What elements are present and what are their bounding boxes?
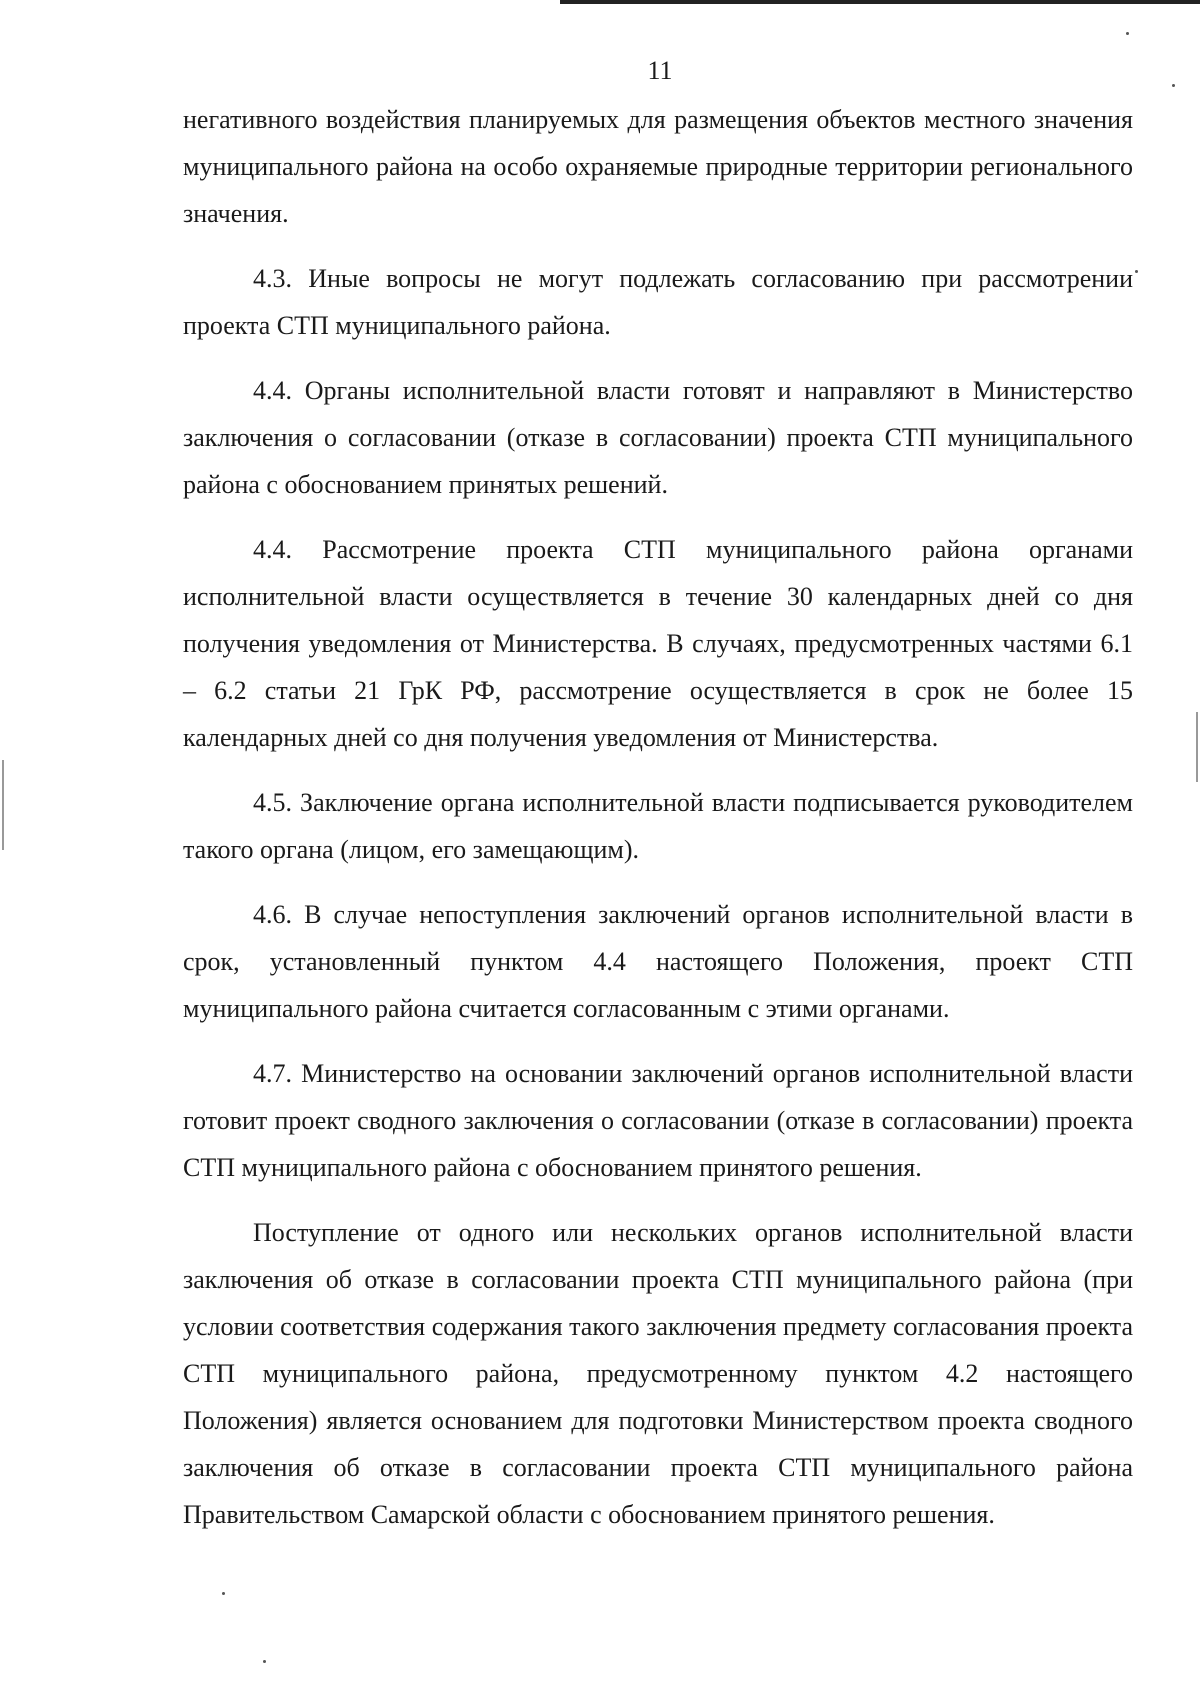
- scan-speck: [1135, 270, 1138, 273]
- scan-edge-mark: [1196, 712, 1198, 782]
- scan-speck: [222, 1592, 225, 1595]
- paragraph-4-6: 4.6. В случае непоступления заключений органов исполнительной власти в срок, установленный пунктом 4.4 настоящего Положения, проект СТП муниципального района считается согласованным с этими органами.: [183, 900, 1133, 1023]
- paragraph-4-4-a: 4.4. Органы исполнительной власти готовят и направляют в Министерство заключения о согласовании (отказе в согласовании) проекта СТП муниципального района с обоснованием принятых решений.: [183, 376, 1133, 499]
- scan-edge-mark: [2, 760, 4, 850]
- document-body: [183, 96, 1133, 1538]
- paragraph-4-4-b: 4.4. Рассмотрение проекта СТП муниципального района органами исполнительной власти осуществляется в течение 30 календарных дней со дня получения уведомления от Министерства. В случаях, предусмотренных частями 6.1 – 6.2 статьи 21 ГрК РФ, рассмотрение осуществляется в срок не более 15 календарных дней со дня получения уведомления от Министерства.: [183, 535, 1133, 752]
- scan-speck: [1126, 32, 1129, 35]
- scan-speck: [263, 1660, 266, 1663]
- paragraph-refusal: Поступление от одного или нескольких органов исполнительной власти заключения об отказе в согласовании проекта СТП муниципального района (при условии соответствия содержания такого заключения предмету согласования проекта СТП муниципального района, предусмотренному пунктом 4.2 настоящего Положения) является основанием для подготовки Министерством проекта сводного заключения об отказе в согласовании проекта СТП муниципального района Правительством Самарской области с обоснованием принятого решения.: [183, 1218, 1133, 1529]
- top-border-line: [560, 0, 1200, 4]
- paragraph-continuation: негативного воздействия планируемых для размещения объектов местного значения муниципального района на особо охраняемые природные территории регионального значения.: [183, 105, 1133, 228]
- paragraph-4-3: 4.3. Иные вопросы не могут подлежать согласованию при рассмотрении проекта СТП муниципального района.: [183, 264, 1133, 340]
- page-number: 11: [647, 56, 673, 85]
- scan-speck: [1172, 84, 1175, 87]
- paragraph-4-5: 4.5. Заключение органа исполнительной власти подписывается руководителем такого органа (лицом, его замещающим).: [183, 788, 1133, 864]
- paragraph-4-7: 4.7. Министерство на основании заключений органов исполнительной власти готовит проект сводного заключения о согласовании (отказе в согласовании) проекта СТП муниципального района с обоснованием принятого решения.: [183, 1059, 1133, 1182]
